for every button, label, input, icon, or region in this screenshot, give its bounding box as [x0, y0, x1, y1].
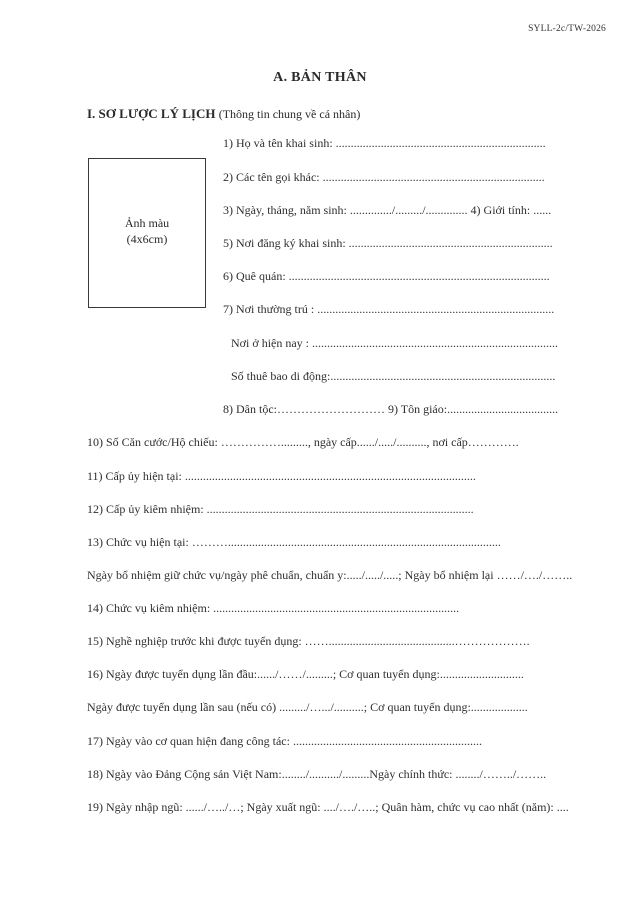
- field-hometown[interactable]: 6) Quê quán: .......................................................................................: [223, 269, 550, 283]
- field-appointment-dates[interactable]: Ngày bổ nhiệm giữ chức vụ/ngày phê chuẩn, chuẩn y:...../...../.....; Ngày bổ nhiệm lại ……/…./……..: [87, 568, 573, 582]
- field-previous-occupation[interactable]: 15) Nghề nghiệp trước khi được tuyển dụng: ……..........................................……………….: [87, 634, 530, 648]
- field-permanent-residence[interactable]: 7) Nơi thường trú : ...............................................................................: [223, 302, 555, 316]
- section-heading: [87, 106, 360, 122]
- field-current-agency-date[interactable]: 17) Ngày vào cơ quan hiện đang công tác: ...............................................................: [87, 734, 482, 748]
- field-full-name[interactable]: 1) Họ và tên khai sinh: ......................................................................: [223, 136, 546, 150]
- photo-label: Ảnh màu (4x6cm): [124, 216, 170, 246]
- field-birth-date-gender[interactable]: 3) Ngày, tháng, năm sinh: ............../........./.............. 4) Giới tính: ......: [223, 203, 552, 217]
- field-military-service[interactable]: 19) Ngày nhập ngũ: ....../…../…; Ngày xuất ngũ: ..../…./…..; Quân hàm, chức vụ cao nhất (năm): ....: [87, 800, 569, 814]
- field-mobile-number[interactable]: Số thuê bao di động:...........................................................................: [231, 369, 556, 383]
- field-later-recruitment[interactable]: Ngày được tuyển dụng lần sau (nếu có) ........./….../..........; Cơ quan tuyển dụng:...................: [87, 700, 528, 714]
- section-subtitle: (Thông tin chung về cá nhân): [218, 107, 361, 121]
- photo-box: [88, 158, 206, 308]
- field-concurrent-position[interactable]: 14) Chức vụ kiêm nhiệm: ..................................................................................: [87, 601, 460, 615]
- field-current-party-committee[interactable]: 11) Cấp ủy hiện tại: .................................................................................................: [87, 469, 476, 483]
- field-first-recruitment[interactable]: 16) Ngày được tuyển dụng lần đầu:....../……/.........; Cơ quan tuyển dụng:............................: [87, 667, 524, 681]
- section-title: I. SƠ LƯỢC LÝ LỊCH: [87, 106, 216, 121]
- field-other-names[interactable]: 2) Các tên gọi khác: ..........................................................................: [223, 170, 545, 184]
- field-current-position[interactable]: 13) Chức vụ hiện tại: ………...........................................................................................: [87, 535, 501, 549]
- field-concurrent-party-committee[interactable]: 12) Cấp ủy kiêm nhiệm: .........................................................................................: [87, 502, 474, 516]
- page-title: A. BẢN THÂN: [273, 70, 367, 85]
- field-ethnicity-religion[interactable]: 8) Dân tộc:……………………… 9) Tôn giáo:.....................................: [223, 402, 559, 416]
- field-current-address[interactable]: Nơi ở hiện nay : ..................................................................................: [231, 336, 559, 350]
- field-birth-registration-place[interactable]: 5) Nơi đăng ký khai sinh: ....................................................................: [223, 236, 553, 250]
- field-party-admission[interactable]: 18) Ngày vào Đảng Cộng sản Việt Nam:......../........../.........Ngày chính thức: ......../……../……..: [87, 767, 547, 781]
- form-code: SYLL-2c/TW-2026: [528, 24, 606, 34]
- field-id-passport[interactable]: 10) Số Căn cước/Hộ chiếu: ……………........., ngày cấp....../...../.........., nơi cấp………….: [87, 435, 519, 449]
